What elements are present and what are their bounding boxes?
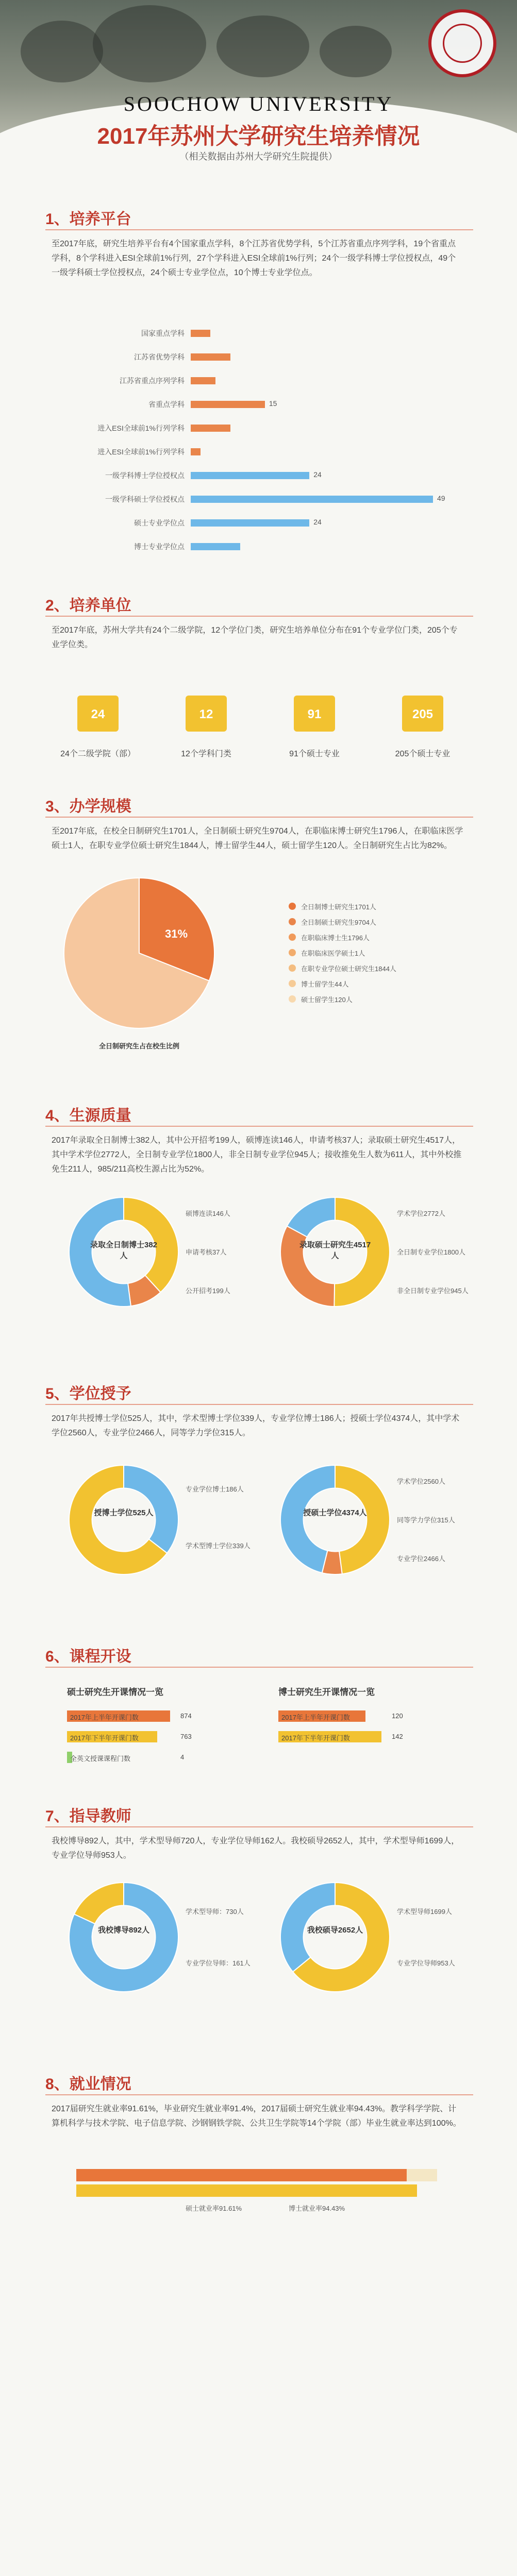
course-bar-label: 全英文授课课程门数 [70,1755,131,1762]
section-title-platform: 1、培养平台 [45,211,131,228]
legend-item: 在职专业学位硕士研究生1844人 [301,965,396,973]
advisor-doctor-label-2: 专业学位导师：161人 [186,1959,251,1967]
section-divider [45,229,473,230]
course-bar-label: 2017年上半年开课门数 [281,1714,350,1721]
section-title-scale: 3、办学规模 [45,798,131,815]
pie-percent-label: 31% [165,927,188,940]
degree-master-donut [278,1463,392,1577]
source-doctor-label-1: 硕博连读146人 [186,1210,230,1217]
platform-bar-label: 进入ESI全球前1%行列学科 [97,448,185,456]
course-bar-value: 4 [180,1753,185,1761]
platform-bar [191,448,201,455]
books-icon [173,685,240,742]
legend-swatch [289,903,296,910]
pie-slice [280,1226,335,1307]
degree-master-label-2: 同等学力学位315人 [397,1516,455,1524]
platform-bar [191,496,433,503]
platform-bar-label: 国家重点学科 [141,329,185,337]
legend-swatch [289,964,296,972]
course-bar-label: 2017年下半年开课门数 [281,1734,350,1742]
platform-bar-label: 一级学科硕士学位授权点 [105,495,185,503]
platform-bar-label: 省重点学科 [148,400,185,409]
unit-icon-value: 24 [91,707,105,721]
degree-master-label-1: 学术学位2560人 [397,1478,445,1485]
course-bar-value: 142 [392,1733,403,1740]
platform-bar-value: 24 [313,470,322,479]
unit-caption: 205个硕士专业 [395,750,451,758]
platform-bar [191,330,210,337]
section-divider [45,1126,473,1127]
advisor-master-donut [278,1880,392,1994]
platform-bar [191,377,215,384]
platform-bar-label: 江苏省重点序列学科 [120,377,185,385]
advisor-doctor-label-1: 学术型导师：730人 [186,1908,244,1916]
section-divider [45,817,473,818]
legend-swatch [289,918,296,925]
source-paragraph: 2017年录取全日制博士382人，其中公开招考199人，硕博连读146人，申请考核37人；录取硕士研究生4517人，其中学术学位2772人，全日制专业学位1800人，非全日制专业学位945人；接收推免生人数为611人，其中外校推免生211人，985/211高校生源占比为52%。 [52,1136,462,1174]
master-courses-title: 硕士研究生开课情况一览 [67,1687,163,1697]
master-employment-label: 硕士就业率91.61% [186,2205,242,2212]
unit-caption: 12个学科门类 [181,750,231,758]
platform-bar-label: 江苏省优势学科 [134,353,185,361]
scale-pie-caption: 全日制研究生占在校生比例 [98,1042,179,1050]
pie-slice [74,1883,124,1924]
section-divider [45,2094,473,2095]
source-master-label-3: 非全日制专业学位945人 [397,1287,469,1295]
platform-bar [191,472,309,479]
section-title-degrees: 5、学位授予 [45,1385,131,1402]
section-title-source: 4、生源质量 [45,1107,131,1124]
degree-doctor-label-2: 学术型博士学位339人 [186,1542,251,1550]
legend-swatch [289,934,296,941]
platform-bar [191,353,230,361]
source-master-label-1: 学术学位2772人 [397,1210,445,1217]
doctor-employment-label: 博士就业率94.43% [289,2205,345,2212]
cap-icon [281,685,348,742]
scale-pie-chart [62,876,216,1030]
source-master-center: 录取硕士研究生4517人 [299,1241,371,1260]
advisor-master-label-1: 学术型导师1699人 [397,1908,452,1916]
course-bar-value: 763 [180,1733,192,1740]
source-master-label-2: 全日制专业学位1800人 [397,1248,465,1256]
tree-silhouette [216,15,309,77]
degrees-paragraph: 2017年共授博士学位525人，其中，学术型博士学位339人，专业学位博士186人；授硕士学位4374人，其中学术学位2560人，专业学位2466人，同等学力学位315人。 [52,1414,460,1437]
legend-swatch [289,949,296,956]
source-doctor-label-2: 申请考核37人 [186,1248,227,1256]
page-title: 2017年苏州大学研究生培养情况 [97,124,420,149]
course-bar-label: 2017年下半年开课门数 [70,1734,139,1742]
building-icon [64,685,131,742]
platform-bar-label: 一级学科博士学位授权点 [105,471,185,480]
section-title-courses: 6、课程开设 [45,1648,131,1665]
section-title-units: 2、培养单位 [45,597,131,614]
doctor-employment-bar [76,2184,417,2197]
legend-item: 硕士留学生120人 [301,996,353,1004]
degree-doctor-center: 授博士学位525人 [94,1509,154,1517]
legend-item: 全日制硕士研究生9704人 [301,919,376,926]
tree-silhouette [93,5,206,82]
advisor-doctor-center: 我校博导892人 [97,1926,150,1935]
legend-item: 全日制博士研究生1701人 [301,903,376,911]
section-title-advisors: 7、指导教师 [45,1808,131,1825]
degree-doctor-donut [67,1463,180,1577]
school-name: SOOCHOW UNIVERSITY [123,92,394,115]
legend-swatch [289,980,296,987]
source-doctor-center: 录取全日制博士382人 [90,1241,158,1260]
platform-bar-value: 24 [313,518,322,526]
units-paragraph: 至2017年底，苏州大学共有24个二级学院，12个学位门类，研究生培养单位分布在91个专业学位门类，205个专业学位类。 [52,626,458,649]
platform-bar-label: 硕士专业学位点 [134,519,185,527]
course-bar-value: 120 [392,1712,403,1720]
platform-bar [191,543,240,550]
university-seal-icon [428,9,496,77]
unit-icon-value: 91 [307,707,322,721]
section-divider [45,616,473,617]
platform-bar [191,401,265,408]
pie-slice [335,1465,390,1574]
legend-item: 博士留学生44人 [301,980,349,988]
source-note: （相关数据由苏州大学研究生院提供） [179,151,338,162]
platform-paragraph: 至2017年底，研究生培养平台有4个国家重点学科，8个江苏省优势学科，5个江苏省重点序列学科，19个省重点学科，8个学科进入ESI全球前1%行列，27个学科进入ESI全球前1%行列；24个一级学科博士学位授权点，49个一级学科硕士学位授权点，24个硕士专业学位点，10个博士专业学位点。 [52,240,456,277]
unit-icon-value: 205 [412,707,433,721]
platform-bar-value: 15 [269,399,277,408]
doctor-courses-title: 博士研究生开课情况一览 [278,1687,375,1697]
platform-bar-label: 进入ESI全球前1%行列学科 [97,424,185,432]
advisor-master-center: 我校硕导2652人 [307,1926,363,1935]
legend-swatch [289,995,296,1003]
unit-caption: 24个二级学院（部） [60,750,136,758]
platform-bar-value: 49 [437,494,445,502]
master-employment-bar [76,2169,407,2181]
course-bar-label: 2017年上半年开课门数 [70,1714,139,1721]
source-doctor-label-3: 公开招考199人 [186,1287,230,1295]
advisors-paragraph: 我校博导892人，其中，学术型导师720人，专业学位导师162人。我校硕导2652人，其中，学术型导师1699人，专业学位导师953人。 [52,1837,460,1860]
advisor-doctor-donut [67,1880,180,1994]
course-bar-value: 874 [180,1712,192,1720]
degree-master-label-3: 专业学位2466人 [397,1555,445,1563]
employment-paragraph: 2017届研究生就业率91.61%，毕业研究生就业率91.4%，2017届硕士研究生就业率94.43%。教学科学学院、计算机科学与技术学院、电子信息学院、沙钢钢铁学院、公共卫生学院等14个学院（部）毕业生就业率达到100%。 [52,2105,461,2128]
section-divider [45,1826,473,1827]
legend-item: 在职临床医学硕士1人 [301,950,365,957]
unit-caption: 91个硕士专业 [289,750,340,758]
unit-icon-value: 12 [199,707,213,721]
advisor-master-label-2: 专业学位导师953人 [397,1959,455,1967]
platform-bar [191,425,230,432]
certificate-icon [389,685,456,742]
platform-bar [191,519,309,527]
legend-item: 在职临床博士生1796人 [301,934,370,942]
tree-silhouette [320,26,392,77]
section-divider [45,1667,473,1668]
degree-master-center: 授硕士学位4374人 [303,1509,367,1517]
degree-doctor-label-1: 专业学位博士186人 [186,1485,244,1493]
platform-bar-label: 博士专业学位点 [134,543,185,551]
scale-paragraph: 至2017年底，在校全日制研究生1701人，全日制硕士研究生9704人，在职临床博士研究生1796人，在职临床医学硕士1人，在职专业学位硕士研究生1844人，博士留学生44人，硕士留学生120人。全日制研究生占比为82%。 [52,827,463,850]
section-divider [45,1404,473,1405]
tree-silhouette [21,21,103,82]
section-title-employment: 8、就业情况 [45,2076,131,2093]
